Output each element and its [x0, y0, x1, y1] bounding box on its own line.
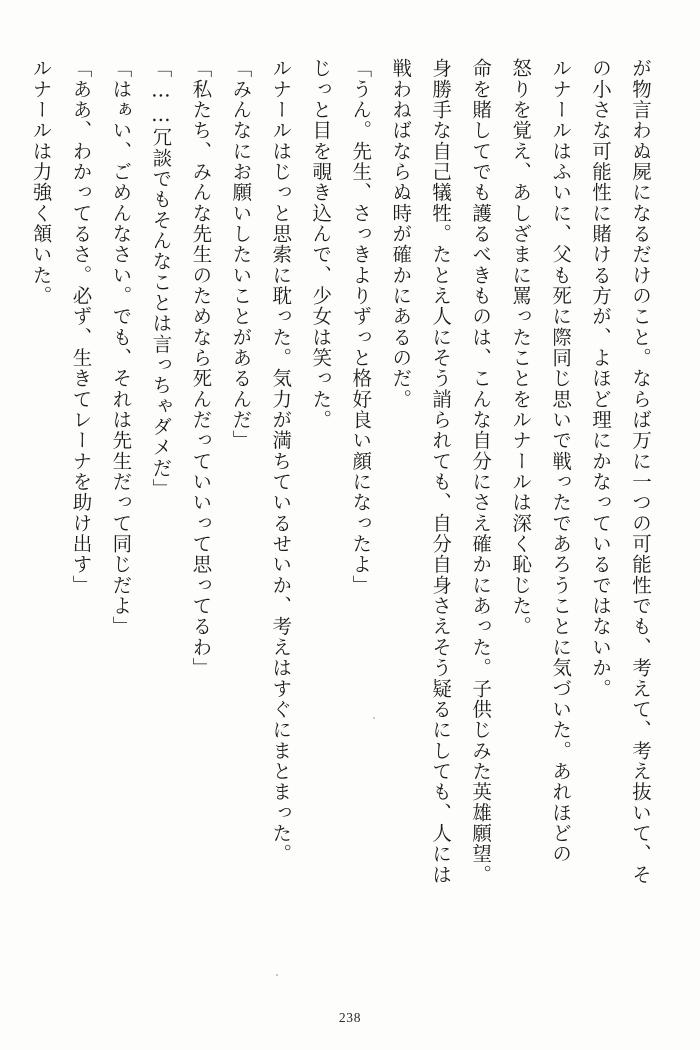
text-column: 「はぁい、ごめんなさい。でも、それは先生だって同じだよ」 [109, 58, 133, 637]
text-column: 「みんなにお願いしたいことがあるんだ」 [229, 58, 253, 451]
text-column: が物言わぬ屍になるだけのこと。ならば万に一つの可能性でも、考えて、考え抜いて、そ [629, 58, 652, 885]
text-column: ルナールは力強く頷いた。 [29, 58, 53, 307]
text-column: の小さな可能性に賭ける方が、よほど理にかなっているではないか。 [589, 58, 613, 699]
page-speck [276, 974, 278, 976]
text-column: 怒りを覚え、あしざまに罵ったことをルナールは深く恥じた。 [509, 58, 533, 637]
text-column: じっと目を覗き込んで、少女は笑った。 [309, 58, 333, 431]
text-column: 「ああ、わかってるさ。必ず、生きてレーナを助け出す」 [69, 58, 93, 596]
text-column: 「……冗談でもそんなことは言っちゃダメだ」 [149, 58, 173, 500]
text-column: ルナールはじっと思索に耽った。気力が満ちているせいか、考えはすぐにまとまった。 [269, 58, 293, 865]
text-column: 身勝手な自己犠牲。たとえ人にそう誚られても、自分自身さえそう疑るにしても、人には [429, 58, 453, 885]
page-text-body [29, 58, 660, 988]
text-column: ルナールはふいに、父も死に際同じ思いで戦ったであろうことに気づいた。あれほどの [549, 58, 573, 865]
page-number: 238 [338, 1010, 362, 1025]
text-column: 「うん。先生、さっきよりずっと格好良い顔になったよ」 [349, 58, 373, 596]
text-column: 戦わねばならぬ時が確かにあるのだ。 [389, 58, 413, 410]
page-speck [373, 717, 375, 719]
text-column: 命を賭してでも護るべきものは、こんな自分にさえ確かにあった。子供じみた英雄願望。 [469, 58, 493, 885]
text-column: 「私たち、みんな先生のためなら死んだっていいって思ってるわ」 [189, 58, 213, 679]
